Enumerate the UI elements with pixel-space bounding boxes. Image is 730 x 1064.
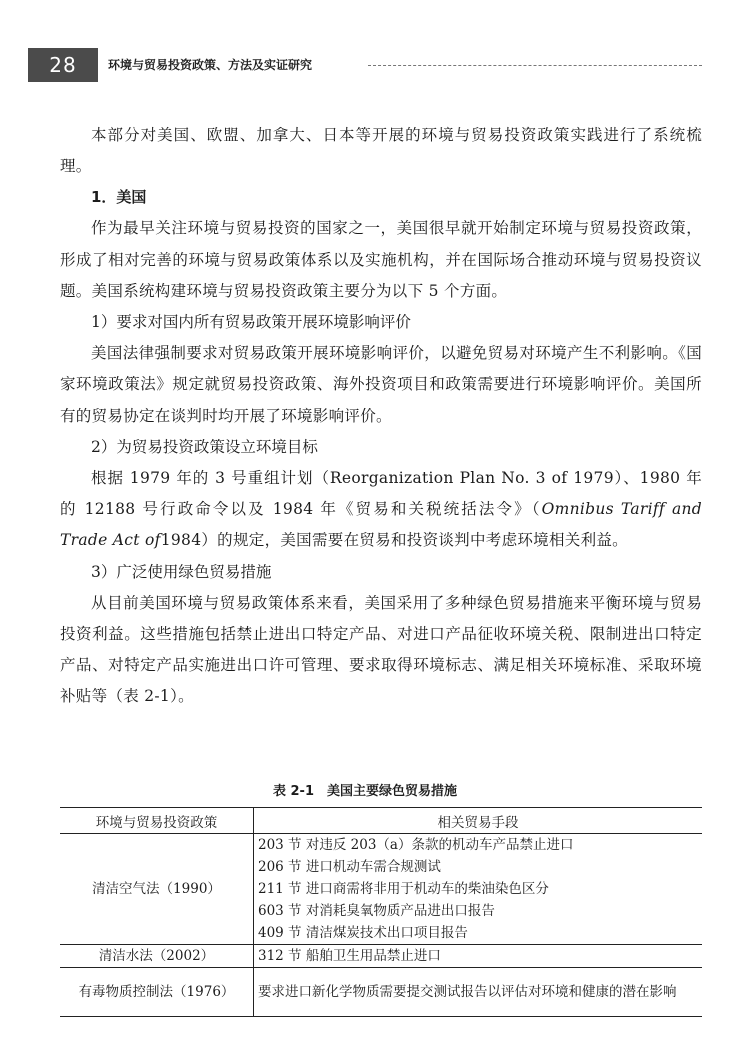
measure-cell: 409 节 清洁煤炭技术出口项目报告 — [258, 925, 468, 941]
measure-cell: 312 节 船舶卫生用品禁止进口 — [254, 945, 703, 968]
subheading-3: 3）广泛使用绿色贸易措施 — [91, 562, 272, 581]
measure-cell: 211 节 进口商需将非用于机动车的柴油染色区分 — [258, 881, 549, 897]
table-header-row — [60, 808, 702, 834]
policy-cell: 清洁水法（2002） — [60, 945, 254, 968]
header-rule — [368, 65, 702, 66]
section-heading: 1．美国 — [91, 188, 147, 207]
table-caption: 表 2-1 美国主要绿色贸易措施 — [272, 784, 457, 799]
body-text — [60, 120, 702, 713]
paragraph-2: 美国法律强制要求对贸易政策开展环境影响评价，以避免贸易对环境产生不利影响。《国家环境政策法》规定就贸易投资政策、海外投资项目和政策需要进行环境影响评价。美国所有的贸易协定在谈判时均开展了环境影响评价。 — [60, 344, 702, 425]
subheading-1: 1）要求对国内所有贸易政策开展环境影响评价 — [91, 313, 411, 332]
paragraph-3-part-1: 根据 1979 年的 3 号重组计划（Reorganization Plan No. 3 of 1979）、1980 年的 12188 号行政命令以及 1984 年《贸易和关税统括法令》（ — [60, 469, 702, 519]
act-title-italic: Omnibus Tariff and Trade Act of — [60, 500, 702, 550]
page-header — [0, 48, 730, 82]
table-row — [60, 834, 702, 857]
table-row — [60, 945, 702, 968]
measure-cell: 要求进口新化学物质需要提交测试报告以评估对环境和健康的潜在影响 — [254, 968, 703, 1017]
paragraph-1: 作为最早关注环境与贸易投资的国家之一，美国很早就开始制定环境与贸易投资政策，形成了相对完善的环境与贸易政策体系以及实施机构，并在国际场合推动环境与贸易投资议题。美国系统构建环境与贸易投资政策主要分为以下 5 个方面。 — [60, 219, 702, 300]
subheading-2: 2）为贸易投资政策设立环境目标 — [91, 437, 318, 456]
intro-paragraph: 本部分对美国、欧盟、加拿大、日本等开展的环境与贸易投资政策实践进行了系统梳理。 — [60, 126, 702, 176]
paragraph-3-part-2: 1984）的规定，美国需要在贸易和投资谈判中考虑环境相关利益。 — [160, 531, 628, 550]
measure-cell: 206 节 进口机动车需合规测试 — [258, 859, 441, 875]
table-row — [60, 968, 702, 1017]
measure-cell: 203 节 对违反 203（a）条款的机动车产品禁止进口 — [258, 837, 574, 853]
policy-cell: 有毒物质控制法（1976） — [60, 968, 254, 1017]
page-number: 28 — [28, 48, 98, 82]
paragraph-3 — [60, 463, 702, 557]
measures-table — [60, 807, 702, 1017]
paragraph-4: 从目前美国环境与贸易政策体系来看，美国采用了多种绿色贸易措施来平衡环境与贸易投资利益。这些措施包括禁止进出口特定产品、对进口产品征收环境关税、限制进出口特定产品、对特定产品实施进出口许可管理、要求取得环境标志、满足相关环境标准、采取环境补贴等（表 2-1）。 — [60, 593, 702, 706]
measure-cell: 603 节 对消耗臭氧物质产品进出口报告 — [258, 903, 495, 919]
running-title: 环境与贸易投资政策、方法及实证研究 — [108, 58, 313, 72]
policy-cell: 清洁空气法（1990） — [60, 834, 254, 945]
col-header-policy: 环境与贸易投资政策 — [60, 808, 254, 834]
col-header-measures: 相关贸易手段 — [254, 808, 703, 834]
